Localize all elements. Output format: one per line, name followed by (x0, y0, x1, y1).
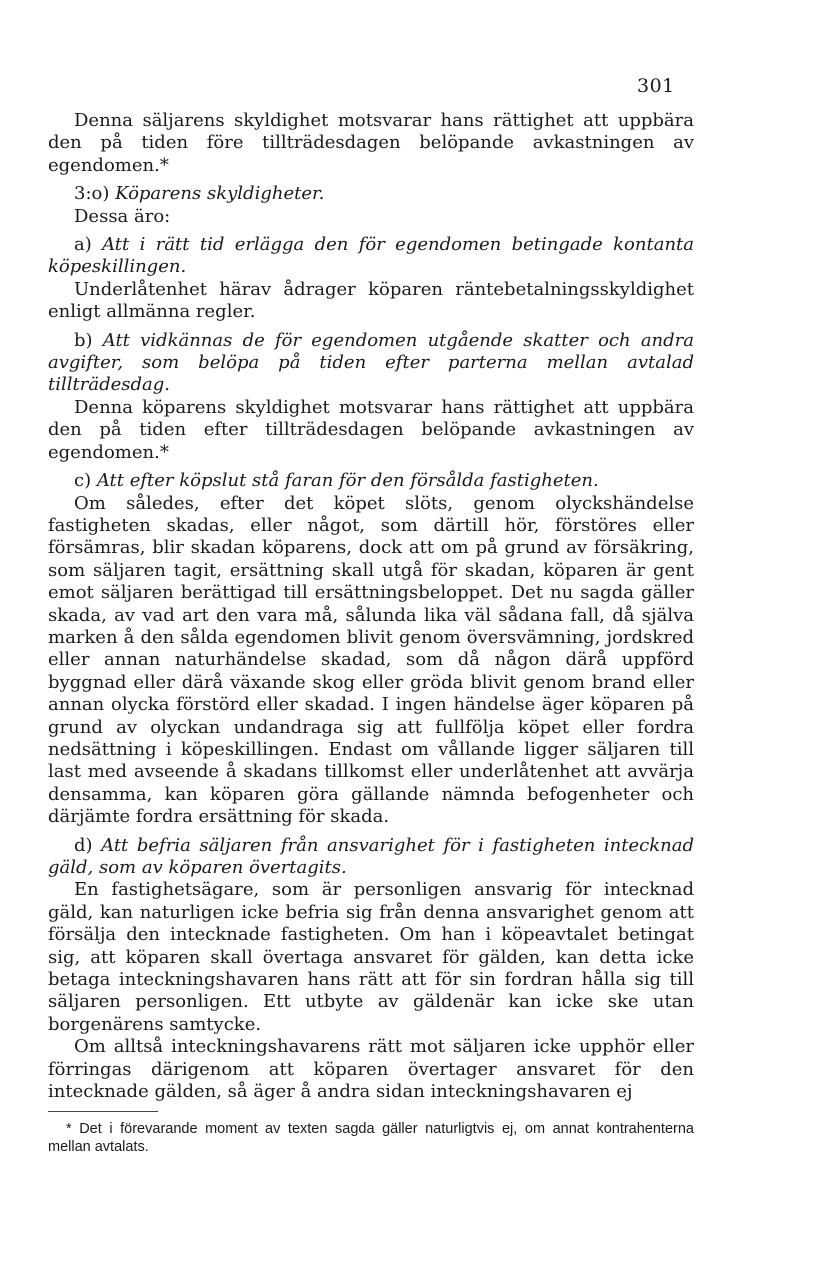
list-item-title: Att efter köpslut stå faran för den försålda fastigheten. (96, 470, 599, 492)
paragraph-text: Denna köparens skyldighet motsvarar hans rättighet att uppbära den på tiden efter tillträdesdagen belöpande avkastningen av egendomen.* (48, 396, 694, 463)
list-item-b (48, 330, 694, 397)
list-item-d (48, 835, 694, 880)
list-marker: c) (74, 470, 97, 492)
footnote-text: * Det i förevarande moment av texten sagda gäller naturligtvis ej, om annat kontrahenterna mellan avtalats. (48, 1121, 694, 1155)
paragraph (48, 879, 694, 1036)
list-marker: d) (74, 834, 102, 856)
list-item-title: Att i rätt tid erlägga den för egendomen betingade kontanta köpeskillingen. (48, 234, 694, 278)
paragraph (48, 110, 694, 177)
paragraph-text: Dessa äro: (74, 205, 171, 227)
paragraph (48, 206, 694, 228)
list-marker: a) (74, 234, 103, 256)
paragraph (48, 279, 694, 324)
list-item-a (48, 234, 694, 279)
paragraph-text: Underlåtenhet härav ådrager köparen räntebetalningsskyldighet enligt allmänna regler. (48, 278, 694, 323)
section-heading (48, 183, 694, 205)
paragraph (48, 397, 694, 464)
footnote (48, 1120, 694, 1156)
list-item-title: Att befria säljaren från ansvarighet för i fastigheten intecknad gäld, som av köparen övertagits. (48, 834, 694, 878)
body-text (48, 110, 694, 1103)
list-item-c (48, 470, 694, 492)
paragraph-text: Om alltså inteckningshavarens rätt mot säljaren icke upphör eller förringas därigenom att köparen övertager ansvaret för den intecknade gälden, så äger å andra sidan inteckningshavaren ej (48, 1036, 694, 1103)
heading-title: Köparens skyldigheter. (115, 183, 325, 205)
list-item-title: Att vidkännas de för egendomen utgående skatter och andra avgifter, som belöpa på tiden efter parterna mellan avtalad tillträdesdag. (48, 329, 694, 396)
paragraph (48, 1036, 694, 1103)
paragraph-text: Denna säljarens skyldighet motsvarar hans rättighet att uppbära den på tiden före tillträdesdagen belöpande avkastningen av egendomen.* (48, 110, 694, 176)
paragraph-text: En fastighetsägare, som är personligen ansvarig för intecknad gäld, kan naturligen icke befria sig från denna ansvarighet genom att försälja den intecknade fastigheten. Om han i köpeavtalet betingat sig, att köparen skall övertaga ansvaret för gälden, kan detta icke betaga inteckningshavaren hans rätt att för sin fordran hålla sig till säljaren personligen. Ett utbyte av gäldenär kan icke ske utan borgenärens samtycke. (48, 879, 694, 1035)
paragraph (48, 493, 694, 829)
list-marker: b) (74, 329, 103, 351)
page-number: 301 (637, 75, 675, 97)
footnote-divider (48, 1111, 158, 1112)
paragraph-text: Om således, efter det köpet slöts, genom olyckshändelse fastigheten skadas, eller något, som därtill hör, förstöres eller försämras, blir skadan köparens, dock att om på grund av försäkring, som säljaren tagit, ersättning skall utgå för skadan, köparen är gent emot säljaren berättigad till ersättningsbeloppet. Det nu sagda gäller skada, av vad art den vara må, sålunda lika väl sådana fall, då själva marken å den sålda egendomen blivit genom översvämning, jordskred eller annan naturhändelse skadad, som då någon därå uppförd byggnad eller därå växande skog eller gröda blivit genom brand eller annan olycka förstörd eller skadad. I ingen händelse äger köparen på grund av olyckan undandraga sig att fullfölja köpet eller fordra nedsättning i köpeskillingen. Endast om vållande ligger säljaren till last med avseende å skadans tillkomst eller underlåtenhet att avvärja densamma, kan köparen göra gällande nämnda befogenheter och därjämte fordra ersättning för skada. (48, 492, 694, 828)
heading-number: 3:o) (74, 183, 116, 205)
